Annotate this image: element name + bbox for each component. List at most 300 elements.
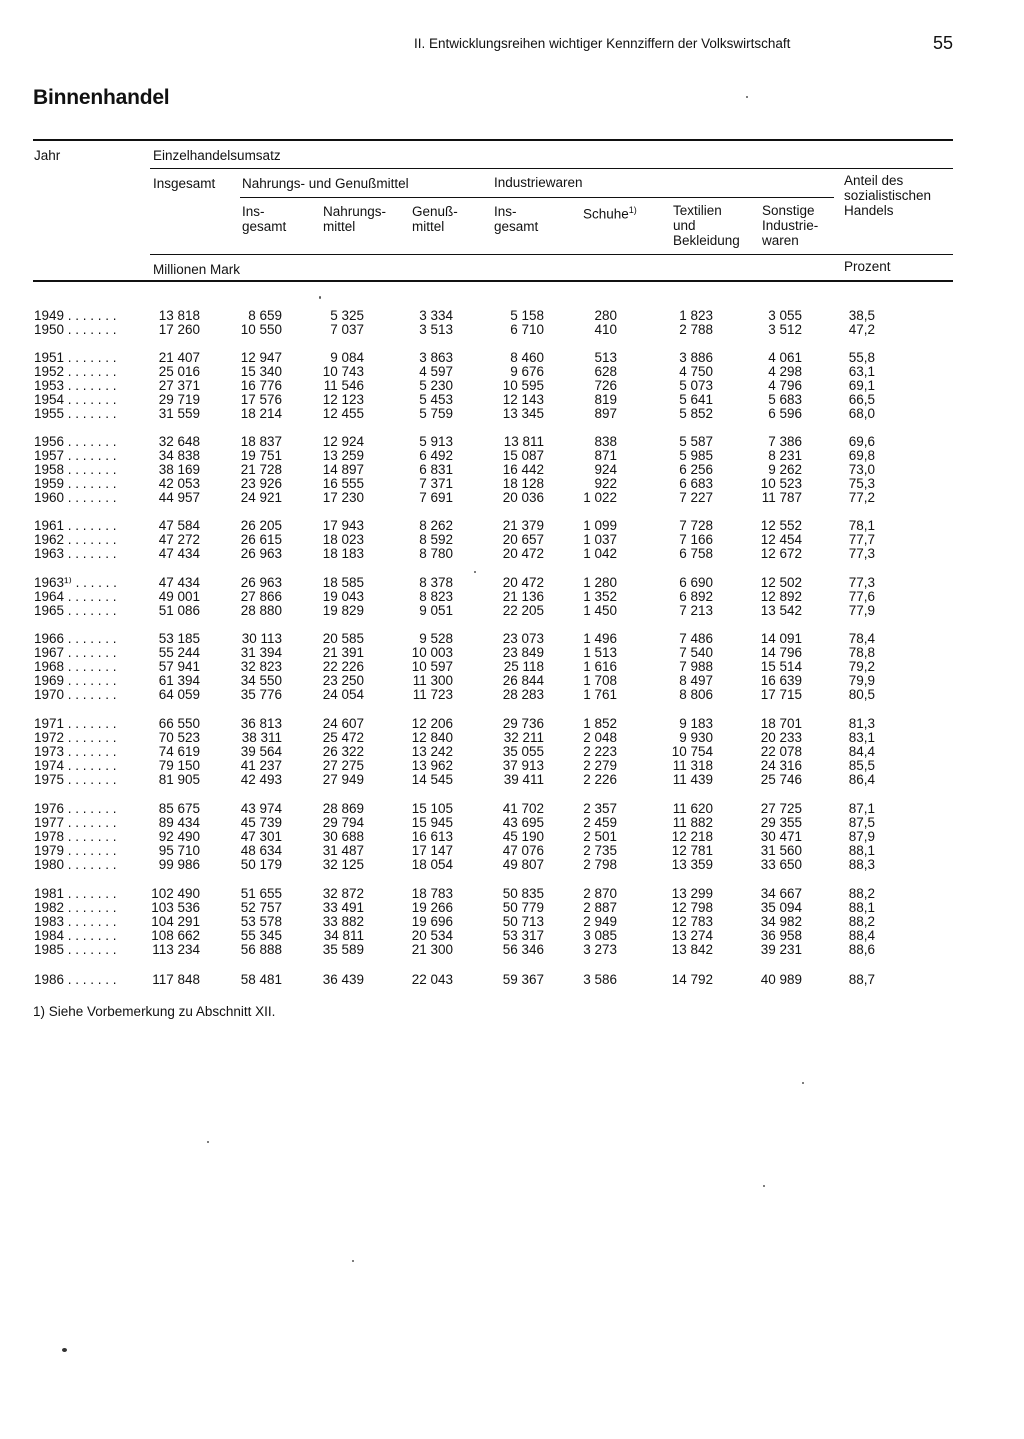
table-row	[0, 547, 1024, 561]
cell-textilien: 2 788	[679, 322, 713, 337]
cell-nahrung-insgesamt: 52 757	[240, 900, 282, 915]
cell-schuhe: 1 761	[583, 687, 617, 702]
cell-nahrungsmittel: 26 322	[322, 744, 364, 759]
cell-industrie-insgesamt: 18 128	[502, 476, 544, 491]
header-einzelhandelsumsatz: Einzelhandelsumsatz	[153, 148, 281, 163]
cell-textilien: 13 359	[671, 857, 713, 872]
row-year: 1959 . . . . . . .	[34, 476, 117, 491]
cell-nahrung-insgesamt: 42 493	[240, 772, 282, 787]
header-ins-gesamt-industrie: Ins- gesamt	[494, 204, 539, 234]
cell-schuhe: 2 870	[583, 886, 617, 901]
cell-anteil: 88,1	[848, 900, 875, 915]
cell-nahrungsmittel: 5 325	[330, 308, 364, 323]
cell-genussmittel: 15 105	[411, 801, 453, 816]
cell-sonstige: 13 542	[760, 603, 802, 618]
cell-nahrungsmittel: 17 230	[322, 490, 364, 505]
cell-industrie-insgesamt: 39 411	[503, 772, 544, 787]
cell-sonstige: 40 989	[760, 972, 802, 987]
header-ins-gesamt-nahrung: Ins- gesamt	[242, 204, 287, 234]
cell-anteil: 85,5	[848, 758, 875, 773]
cell-nahrungsmittel: 19 829	[322, 603, 364, 618]
cell-anteil: 78,8	[848, 645, 875, 660]
row-year: 1957 . . . . . . .	[34, 448, 117, 463]
cell-textilien: 7 540	[679, 645, 713, 660]
cell-nahrung-insgesamt: 26 205	[240, 518, 282, 533]
cell-schuhe: 3 085	[583, 928, 617, 943]
row-year: 1978 . . . . . . .	[34, 829, 117, 844]
cell-schuhe: 513	[594, 350, 617, 365]
cell-anteil: 84,4	[848, 744, 875, 759]
cell-nahrung-insgesamt: 32 823	[240, 659, 282, 674]
row-year: 1956 . . . . . . .	[34, 434, 117, 449]
cell-industrie-insgesamt: 16 442	[502, 462, 544, 477]
cell-industrie-insgesamt: 20 472	[502, 575, 544, 590]
cell-industrie-insgesamt: 28 283	[502, 687, 544, 702]
row-year: 1972 . . . . . . .	[34, 730, 117, 745]
table-row	[0, 844, 1024, 858]
cell-textilien: 11 620	[672, 801, 713, 816]
cell-textilien: 5 073	[679, 378, 713, 393]
cell-genussmittel: 8 823	[419, 589, 453, 604]
unit-prozent: Prozent	[844, 259, 891, 274]
cell-textilien: 6 690	[679, 575, 713, 590]
cell-textilien: 5 852	[679, 406, 713, 421]
cell-industrie-insgesamt: 6 710	[510, 322, 544, 337]
row-year: 1985 . . . . . . .	[34, 942, 117, 957]
cell-textilien: 12 798	[671, 900, 713, 915]
cell-nahrungsmittel: 25 472	[322, 730, 364, 745]
cell-nahrung-insgesamt: 39 564	[240, 744, 282, 759]
cell-insgesamt: 21 407	[158, 350, 200, 365]
cell-genussmittel: 20 534	[411, 928, 453, 943]
cell-genussmittel: 5 913	[419, 434, 453, 449]
cell-textilien: 7 486	[679, 631, 713, 646]
cell-schuhe: 2 357	[583, 801, 617, 816]
header-textilien: Textilien und Bekleidung	[673, 203, 740, 248]
cell-textilien: 13 842	[671, 942, 713, 957]
cell-insgesamt: 32 648	[158, 434, 200, 449]
cell-nahrungsmittel: 9 084	[330, 350, 364, 365]
table-row	[0, 323, 1024, 337]
table-row	[0, 463, 1024, 477]
cell-textilien: 12 783	[671, 914, 713, 929]
cell-textilien: 8 806	[679, 687, 713, 702]
cell-industrie-insgesamt: 20 036	[502, 490, 544, 505]
cell-industrie-insgesamt: 5 158	[510, 308, 544, 323]
cell-industrie-insgesamt: 56 346	[502, 942, 544, 957]
table-row	[0, 449, 1024, 463]
cell-schuhe: 819	[594, 392, 617, 407]
cell-nahrung-insgesamt: 41 237	[240, 758, 282, 773]
cell-industrie-insgesamt: 45 190	[502, 829, 544, 844]
cell-industrie-insgesamt: 23 073	[502, 631, 544, 646]
cell-textilien: 6 892	[679, 589, 713, 604]
cell-textilien: 6 758	[679, 546, 713, 561]
cell-genussmittel: 8 262	[419, 518, 453, 533]
cell-nahrungsmittel: 17 943	[322, 518, 364, 533]
cell-textilien: 5 587	[679, 434, 713, 449]
cell-nahrungsmittel: 10 743	[322, 364, 364, 379]
cell-schuhe: 2 279	[583, 758, 617, 773]
cell-textilien: 13 299	[671, 886, 713, 901]
cell-anteil: 77,7	[848, 532, 875, 547]
cell-nahrung-insgesamt: 17 576	[240, 392, 282, 407]
row-year: 1966 . . . . . . .	[34, 631, 117, 646]
cell-textilien: 3 886	[679, 350, 713, 365]
cell-insgesamt: 47 272	[158, 532, 200, 547]
cell-nahrung-insgesamt: 19 751	[240, 448, 282, 463]
cell-schuhe: 3 586	[583, 972, 617, 987]
scan-speck	[474, 571, 476, 573]
cell-genussmittel: 21 300	[411, 942, 453, 957]
table-row	[0, 858, 1024, 872]
cell-industrie-insgesamt: 50 779	[502, 900, 544, 915]
cell-insgesamt: 31 559	[158, 406, 200, 421]
cell-nahrungsmittel: 32 125	[322, 857, 364, 872]
cell-genussmittel: 5 453	[419, 392, 453, 407]
cell-sonstige: 36 958	[760, 928, 802, 943]
cell-insgesamt: 57 941	[158, 659, 200, 674]
cell-nahrung-insgesamt: 24 921	[240, 490, 282, 505]
table-row	[0, 646, 1024, 660]
cell-textilien: 1 823	[679, 308, 713, 323]
cell-schuhe: 2 887	[583, 900, 617, 915]
cell-insgesamt: 64 059	[158, 687, 200, 702]
cell-genussmittel: 19 266	[411, 900, 453, 915]
cell-insgesamt: 117 848	[152, 972, 200, 987]
cell-schuhe: 2 735	[583, 843, 617, 858]
cell-textilien: 4 750	[679, 364, 713, 379]
cell-nahrung-insgesamt: 30 113	[241, 631, 282, 646]
cell-textilien: 7 988	[679, 659, 713, 674]
cell-genussmittel: 17 147	[411, 843, 453, 858]
cell-insgesamt: 66 550	[158, 716, 200, 731]
header-schuhe-label: Schuhe	[583, 206, 629, 222]
cell-insgesamt: 53 185	[158, 631, 200, 646]
cell-nahrung-insgesamt: 21 728	[240, 462, 282, 477]
cell-nahrungsmittel: 32 872	[322, 886, 364, 901]
table-row	[0, 717, 1024, 731]
cell-nahrungsmittel: 18 023	[322, 532, 364, 547]
cell-schuhe: 1 099	[583, 518, 617, 533]
cell-genussmittel: 16 613	[411, 829, 453, 844]
cell-genussmittel: 22 043	[411, 972, 453, 987]
cell-genussmittel: 6 492	[419, 448, 453, 463]
scan-speck	[746, 96, 748, 98]
row-year: 1952 . . . . . . .	[34, 364, 117, 379]
cell-industrie-insgesamt: 15 087	[502, 448, 544, 463]
cell-schuhe: 871	[594, 448, 617, 463]
row-year: 1973 . . . . . . .	[34, 744, 117, 759]
cell-anteil: 66,5	[848, 392, 875, 407]
row-year: 1949 . . . . . . .	[34, 308, 117, 323]
cell-anteil: 88,4	[848, 928, 875, 943]
cell-genussmittel: 7 691	[419, 490, 453, 505]
cell-sonstige: 18 701	[760, 716, 802, 731]
cell-nahrungsmittel: 30 688	[322, 829, 364, 844]
cell-anteil: 87,1	[848, 801, 875, 816]
header-anteil: Anteil des sozialistischen Handels	[844, 173, 932, 218]
row-year: 1969 . . . . . . .	[34, 673, 117, 688]
row-year: 1963 . . . . . . .	[34, 546, 117, 561]
row-year: 1971 . . . . . . .	[34, 716, 117, 731]
cell-textilien: 6 256	[679, 462, 713, 477]
row-year: 1963¹⁾ . . . . . .	[34, 575, 117, 590]
cell-sonstige: 11 787	[761, 490, 802, 505]
cell-anteil: 38,5	[848, 308, 875, 323]
cell-industrie-insgesamt: 25 118	[503, 659, 544, 674]
cell-anteil: 69,1	[848, 378, 875, 393]
cell-industrie-insgesamt: 50 713	[502, 914, 544, 929]
scan-speck	[207, 1141, 209, 1143]
cell-schuhe: 1 513	[583, 645, 617, 660]
row-year: 1982 . . . . . . .	[34, 900, 117, 915]
cell-anteil: 69,6	[848, 434, 875, 449]
cell-industrie-insgesamt: 49 807	[502, 857, 544, 872]
row-year: 1975 . . . . . . .	[34, 772, 117, 787]
cell-insgesamt: 29 719	[158, 392, 200, 407]
cell-insgesamt: 61 394	[158, 673, 200, 688]
cell-sonstige: 17 715	[760, 687, 802, 702]
cell-sonstige: 24 316	[760, 758, 802, 773]
cell-industrie-insgesamt: 50 835	[502, 886, 544, 901]
table-row	[0, 759, 1024, 773]
cell-sonstige: 3 055	[768, 308, 802, 323]
cell-nahrungsmittel: 24 607	[322, 716, 364, 731]
cell-industrie-insgesamt: 20 657	[502, 532, 544, 547]
cell-insgesamt: 51 086	[158, 603, 200, 618]
cell-nahrungsmittel: 33 882	[322, 914, 364, 929]
cell-nahrung-insgesamt: 53 578	[240, 914, 282, 929]
cell-sonstige: 3 512	[768, 322, 802, 337]
table-row	[0, 802, 1024, 816]
cell-genussmittel: 11 723	[412, 687, 453, 702]
cell-schuhe: 3 273	[583, 942, 617, 957]
cell-sonstige: 14 091	[760, 631, 802, 646]
table-row	[0, 731, 1024, 745]
cell-schuhe: 1 708	[583, 673, 617, 688]
cell-sonstige: 12 552	[760, 518, 802, 533]
cell-sonstige: 34 667	[760, 886, 802, 901]
cell-industrie-insgesamt: 43 695	[502, 815, 544, 830]
row-year: 1965 . . . . . . .	[34, 603, 117, 618]
cell-sonstige: 12 672	[760, 546, 802, 561]
cell-industrie-insgesamt: 13 811	[503, 434, 544, 449]
row-year: 1980 . . . . . . .	[34, 857, 117, 872]
table-row	[0, 943, 1024, 957]
cell-nahrungsmittel: 16 555	[322, 476, 364, 491]
cell-insgesamt: 42 053	[158, 476, 200, 491]
cell-textilien: 6 683	[679, 476, 713, 491]
cell-anteil: 68,0	[848, 406, 875, 421]
cell-anteil: 86,4	[848, 772, 875, 787]
cell-nahrungsmittel: 27 275	[322, 758, 364, 773]
cell-industrie-insgesamt: 23 849	[502, 645, 544, 660]
cell-genussmittel: 13 242	[411, 744, 453, 759]
cell-textilien: 5 641	[679, 392, 713, 407]
header-genussmittel: Genuß- mittel	[412, 204, 458, 234]
cell-nahrungsmittel: 28 869	[322, 801, 364, 816]
cell-schuhe: 2 459	[583, 815, 617, 830]
cell-anteil: 69,8	[848, 448, 875, 463]
cell-sonstige: 4 061	[768, 350, 802, 365]
cell-genussmittel: 8 378	[419, 575, 453, 590]
cell-insgesamt: 34 838	[158, 448, 200, 463]
cell-sonstige: 39 231	[760, 942, 802, 957]
cell-anteil: 81,3	[848, 716, 875, 731]
cell-schuhe: 1 022	[583, 490, 617, 505]
cell-industrie-insgesamt: 21 379	[502, 518, 544, 533]
cell-sonstige: 22 078	[760, 744, 802, 759]
cell-nahrung-insgesamt: 8 659	[248, 308, 282, 323]
cell-anteil: 79,2	[848, 659, 875, 674]
cell-schuhe: 924	[594, 462, 617, 477]
cell-industrie-insgesamt: 13 345	[502, 406, 544, 421]
cell-nahrung-insgesamt: 50 179	[240, 857, 282, 872]
cell-anteil: 77,6	[848, 589, 875, 604]
page-number: 55	[933, 33, 954, 53]
cell-genussmittel: 3 334	[419, 308, 453, 323]
scan-speck	[319, 296, 321, 299]
row-year: 1970 . . . . . . .	[34, 687, 117, 702]
cell-anteil: 78,4	[848, 631, 875, 646]
page-title: Binnenhandel	[33, 86, 170, 109]
cell-sonstige: 29 355	[760, 815, 802, 830]
cell-genussmittel: 9 051	[419, 603, 453, 618]
table-row	[0, 830, 1024, 844]
cell-genussmittel: 18 783	[411, 886, 453, 901]
cell-nahrungsmittel: 20 585	[322, 631, 364, 646]
cell-anteil: 88,3	[848, 857, 875, 872]
cell-nahrung-insgesamt: 26 963	[240, 575, 282, 590]
cell-insgesamt: 95 710	[158, 843, 200, 858]
cell-genussmittel: 7 371	[419, 476, 453, 491]
cell-nahrungsmittel: 18 183	[322, 546, 364, 561]
cell-schuhe: 838	[594, 434, 617, 449]
cell-schuhe: 628	[594, 364, 617, 379]
table-row	[0, 674, 1024, 688]
row-year: 1964 . . . . . . .	[34, 589, 117, 604]
row-year: 1951 . . . . . . .	[34, 350, 117, 365]
table-row	[0, 491, 1024, 505]
cell-schuhe: 1 037	[583, 532, 617, 547]
cell-sonstige: 31 560	[760, 843, 802, 858]
cell-nahrung-insgesamt: 16 776	[240, 378, 282, 393]
cell-industrie-insgesamt: 12 143	[502, 392, 544, 407]
cell-nahrungsmittel: 12 924	[322, 434, 364, 449]
cell-nahrungsmittel: 11 546	[323, 378, 364, 393]
header-nahrungs-genussmittel: Nahrungs- und Genußmittel	[242, 176, 409, 191]
table-row	[0, 660, 1024, 674]
cell-anteil: 77,9	[848, 603, 875, 618]
cell-insgesamt: 47 434	[158, 546, 200, 561]
cell-schuhe: 2 949	[583, 914, 617, 929]
header-sonstige: Sonstige Industrie- waren	[762, 203, 819, 248]
cell-insgesamt: 55 244	[158, 645, 200, 660]
cell-industrie-insgesamt: 41 702	[502, 801, 544, 816]
cell-textilien: 14 792	[671, 972, 713, 987]
table-row	[0, 929, 1024, 943]
cell-textilien: 11 882	[672, 815, 713, 830]
cell-nahrung-insgesamt: 58 481	[240, 972, 282, 987]
cell-schuhe: 2 223	[583, 744, 617, 759]
cell-industrie-insgesamt: 20 472	[502, 546, 544, 561]
cell-sonstige: 6 596	[768, 406, 802, 421]
cell-nahrungsmittel: 21 391	[322, 645, 364, 660]
cell-genussmittel: 13 962	[411, 758, 453, 773]
cell-nahrung-insgesamt: 23 926	[240, 476, 282, 491]
cell-schuhe: 1 352	[583, 589, 617, 604]
cell-industrie-insgesamt: 47 076	[502, 843, 544, 858]
cell-genussmittel: 3 513	[419, 322, 453, 337]
table-row	[0, 773, 1024, 787]
cell-industrie-insgesamt: 53 317	[502, 928, 544, 943]
cell-textilien: 7 166	[679, 532, 713, 547]
cell-nahrungsmittel: 13 259	[322, 448, 364, 463]
row-year: 1953 . . . . . . .	[34, 378, 117, 393]
cell-nahrung-insgesamt: 15 340	[240, 364, 282, 379]
header-jahr: Jahr	[34, 148, 61, 163]
row-year: 1955 . . . . . . .	[34, 406, 117, 421]
cell-schuhe: 280	[594, 308, 617, 323]
cell-textilien: 13 274	[671, 928, 713, 943]
cell-sonstige: 35 094	[760, 900, 802, 915]
cell-nahrungsmittel: 19 043	[322, 589, 364, 604]
cell-nahrungsmittel: 29 794	[322, 815, 364, 830]
cell-anteil: 77,3	[848, 575, 875, 590]
table-row	[0, 632, 1024, 646]
cell-schuhe: 1 450	[583, 603, 617, 618]
cell-sonstige: 34 982	[760, 914, 802, 929]
cell-genussmittel: 5 759	[419, 406, 453, 421]
cell-industrie-insgesamt: 37 913	[502, 758, 544, 773]
cell-insgesamt: 81 905	[158, 772, 200, 787]
row-year: 1954 . . . . . . .	[34, 392, 117, 407]
row-year: 1962 . . . . . . .	[34, 532, 117, 547]
cell-nahrung-insgesamt: 27 866	[240, 589, 282, 604]
unit-millionen-mark: Millionen Mark	[153, 262, 241, 277]
cell-insgesamt: 25 016	[158, 364, 200, 379]
cell-anteil: 88,2	[848, 914, 875, 929]
cell-insgesamt: 49 001	[158, 589, 200, 604]
cell-genussmittel: 10 003	[411, 645, 453, 660]
table-row	[0, 745, 1024, 759]
row-year: 1976 . . . . . . .	[34, 801, 117, 816]
row-year: 1984 . . . . . . .	[34, 928, 117, 943]
cell-schuhe: 897	[594, 406, 617, 421]
cell-anteil: 77,2	[848, 490, 875, 505]
cell-sonstige: 14 796	[760, 645, 802, 660]
cell-sonstige: 33 650	[760, 857, 802, 872]
header-nahrungsmittel: Nahrungs- mittel	[323, 204, 387, 234]
cell-insgesamt: 113 234	[152, 942, 200, 957]
cell-insgesamt: 44 957	[158, 490, 200, 505]
cell-nahrung-insgesamt: 26 963	[240, 546, 282, 561]
cell-nahrung-insgesamt: 47 301	[240, 829, 282, 844]
cell-schuhe: 1 616	[583, 659, 617, 674]
row-year: 1986 . . . . . . .	[34, 972, 117, 987]
cell-nahrungsmittel: 18 585	[322, 575, 364, 590]
cell-insgesamt: 108 662	[151, 928, 200, 943]
cell-textilien: 9 183	[679, 716, 713, 731]
cell-textilien: 7 728	[679, 518, 713, 533]
cell-sonstige: 5 683	[768, 392, 802, 407]
cell-industrie-insgesamt: 29 736	[502, 716, 544, 731]
cell-insgesamt: 103 536	[151, 900, 200, 915]
cell-nahrung-insgesamt: 36 813	[240, 716, 282, 731]
table-row	[0, 887, 1024, 901]
table-row	[0, 816, 1024, 830]
